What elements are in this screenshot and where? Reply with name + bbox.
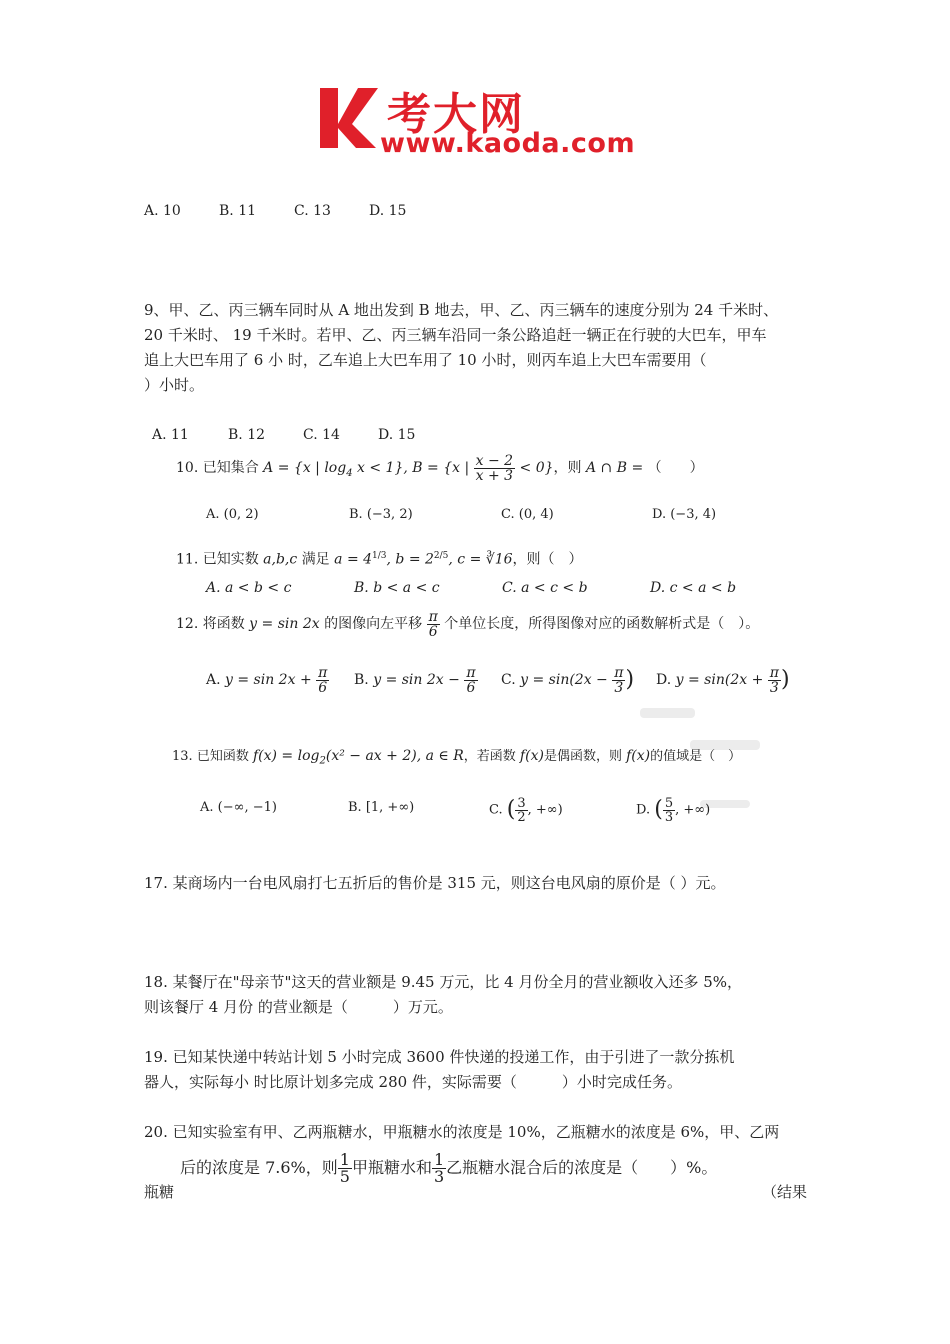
q20-mid-b: 甲瓶糖水和 <box>351 1158 432 1177</box>
q12-option-c-den: 3 <box>614 679 624 696</box>
scan-smudge <box>640 708 695 718</box>
q17-question: 17. 某商场内一台电风扇打七五折后的售价是 315 元，则这台电风扇的原价是（ ）元。 <box>144 874 726 892</box>
q9-line: ）小时。 <box>144 376 205 394</box>
q12-option-c <box>501 660 634 700</box>
q12-question <box>176 604 759 644</box>
q12-option-d <box>656 660 790 700</box>
q12-option-c-close: ) <box>625 667 635 692</box>
q10-frac-denominator: x + 3 <box>475 467 514 484</box>
q12-function: y = sin 2x <box>249 616 320 632</box>
q12-option-a-frac <box>316 666 329 695</box>
q12-option-a-expr: y = sin 2x + <box>225 672 312 688</box>
q11-c-eq: , c = ∛16 <box>448 551 513 568</box>
q18-line: 18. 某餐厅在"母亲节"这天的营业额是 9.45 万元，比 4 月份全月的营业额收入还多 5%， <box>144 973 743 991</box>
q10-option-d: D. (−3, 4) <box>652 507 717 522</box>
q10-option-b: B. (−3, 2) <box>349 507 413 522</box>
q13-option-c-open: ( <box>506 797 516 822</box>
q9-line: 追上大巴车用了 6 小 时，乙车追上大巴车用了 10 小时，则丙车追上大巴车需要用（ <box>144 351 707 369</box>
q13-stem: 已知函数 <box>196 749 249 764</box>
q20-f1-den: 5 <box>339 1167 350 1186</box>
q20-f2-num: 1 <box>433 1150 445 1169</box>
logo-brand-cn: 考大网 <box>387 89 525 140</box>
q10-stem: 已知集合 <box>202 460 259 476</box>
q13-option-c-den: 2 <box>517 809 526 825</box>
q9-option-b: B. 12 <box>228 427 266 443</box>
q12-number: 12. <box>176 616 199 632</box>
q13-fx: f(x) <box>519 748 544 764</box>
q11-b-exponent: 2/5 <box>433 551 449 561</box>
q12-option-d-expr: y = sin(2x + <box>675 672 764 688</box>
q11-option-a: A. a < b < c <box>206 580 292 596</box>
q20-left-word: 瓶糖 <box>144 1183 175 1201</box>
logo-url: www.kaoda.com <box>380 128 636 159</box>
q12-option-b-expr: y = sin 2x − <box>373 672 460 688</box>
q11-number: 11. <box>176 551 199 568</box>
q13-stem2: ，若函数 <box>463 749 516 764</box>
q20-fraction-2 <box>432 1152 446 1185</box>
q13-log-base: 2 <box>319 755 326 767</box>
q10-blank: （ ） <box>647 460 704 476</box>
q12-option-d-num: π <box>769 664 779 681</box>
q10-expression: A ∩ B = <box>585 460 644 476</box>
q20-fraction-1 <box>338 1152 352 1185</box>
q11-vars: a,b,c <box>263 551 298 568</box>
q20-right-word: （结果 <box>762 1183 808 1201</box>
q18-question <box>144 970 742 1020</box>
q12-stem3: 个单位长度，所得图像对应的函数解析式是（ ）。 <box>444 616 760 632</box>
q8-option-b: B. 11 <box>219 203 257 219</box>
q12-shift-fraction <box>427 610 440 639</box>
q9-line: 20 千米时、 19 千米时。若甲、乙、丙三辆车沿同一条公路追赶一辆正在行驶的大巴车，甲车 <box>144 326 767 344</box>
q11-stem2: 满足 <box>301 551 330 568</box>
q12-option-d-frac <box>768 666 781 695</box>
q19-line: 19. 已知某快递中转站计划 5 小时完成 3600 件快递的投递工作，由于引进了一款分拣机 <box>144 1048 735 1066</box>
q13-option-c-label: C. <box>489 802 503 818</box>
q12-stem2: 的图像向左平移 <box>324 616 423 632</box>
q20-line2 <box>180 1147 717 1189</box>
q12-stem: 将函数 <box>202 616 245 632</box>
q12-option-b <box>354 660 478 700</box>
q8-option-c: C. 13 <box>294 203 331 219</box>
q9-option-d: D. 15 <box>378 427 416 443</box>
q10-log-base: 4 <box>346 467 353 479</box>
q13-option-c-num: 3 <box>517 795 526 811</box>
q12-option-a-label: A. <box>206 672 221 688</box>
q12-option-c-label: C. <box>501 672 516 688</box>
q10-option-a: A. (0, 2) <box>206 507 259 522</box>
q10-fraction <box>474 454 515 483</box>
q10-question <box>176 448 704 488</box>
q19-question <box>144 1045 734 1095</box>
kaoda-logo-k-icon <box>318 84 382 150</box>
q12-frac-numerator: π <box>428 608 438 625</box>
q20-line1: 20. 已知实验室有甲、乙两瓶糖水，甲瓶糖水的浓度是 10%，乙瓶糖水的浓度是 6%，甲、乙两 <box>144 1123 780 1141</box>
q11-option-c: C. a < c < b <box>502 580 588 596</box>
q13-option-c <box>489 790 563 830</box>
q13-option-c-tail: , +∞) <box>527 802 563 818</box>
q10-set-a: A = {x | log <box>263 460 347 476</box>
q12-frac-denominator: 6 <box>428 623 438 640</box>
q20-mid-c: 乙瓶糖水混合后的浓度是（ ）%。 <box>446 1158 718 1177</box>
q8-option-d: D. 15 <box>369 203 407 219</box>
q12-option-d-close: ) <box>780 667 790 692</box>
q12-option-b-label: B. <box>354 672 369 688</box>
q11-tail: ，则（ ） <box>512 551 583 568</box>
q12-option-a <box>206 660 329 700</box>
q13-stem4: 的值域是（ ） <box>650 749 742 764</box>
q9-option-a: A. 11 <box>152 427 189 443</box>
q12-option-d-label: D. <box>656 672 672 688</box>
q20-mid-a: 后的浓度是 7.6%，则 <box>180 1158 338 1177</box>
q9-option-c: C. 14 <box>303 427 340 443</box>
q13-number: 13. <box>172 749 193 764</box>
q13-option-d <box>636 790 710 830</box>
q13-option-d-label: D. <box>636 802 651 818</box>
q11-b-eq: , b = 2 <box>386 551 434 568</box>
q11-a-exponent: 1/3 <box>372 551 387 561</box>
q11-a-eq: a = 4 <box>334 551 373 568</box>
q12-option-b-frac <box>464 666 477 695</box>
q13-option-c-frac <box>515 797 527 824</box>
q13-option-a: A. (−∞, −1) <box>200 800 277 815</box>
q13-function: f(x) = log <box>252 748 320 764</box>
q12-option-c-num: π <box>614 664 624 681</box>
q19-line: 器人，实际每小 时比原计划多完成 280 件，实际需要（ ）小时完成任务。 <box>144 1073 682 1091</box>
q20-f2-den: 3 <box>433 1167 445 1186</box>
q13-option-d-den: 3 <box>664 809 674 825</box>
q12-option-c-frac <box>612 666 625 695</box>
q12-option-a-num: π <box>318 664 328 681</box>
q9-line: 9、甲、乙、丙三辆车同时从 A 地出发到 B 地去，甲、乙、丙三辆车的速度分别为 24 千米时、 <box>144 301 779 319</box>
q10-number: 10. <box>176 460 199 476</box>
q10-set-a-tail: x < 1}, <box>352 460 408 476</box>
q13-option-d-num: 5 <box>664 795 674 811</box>
q13-question <box>172 741 741 771</box>
q13-function-tail: (x² − ax + 2), a ∈ R <box>325 748 464 764</box>
q10-set-b-tail: < 0} <box>519 460 554 476</box>
q20-f1-num: 1 <box>339 1150 350 1169</box>
q9-question <box>144 298 778 398</box>
q13-option-d-tail: , +∞) <box>675 802 711 818</box>
q11-stem: 已知实数 <box>202 551 259 568</box>
q11-option-d: D. c < a < b <box>650 580 737 596</box>
q12-option-d-den: 3 <box>769 679 779 696</box>
q8-option-a: A. 10 <box>144 203 181 219</box>
q13-fx2: f(x) <box>626 748 651 764</box>
q11-question <box>176 541 583 571</box>
q10-option-c: C. (0, 4) <box>501 507 554 522</box>
q18-line: 则该餐厅 4 月份 的营业额是（ ）万元。 <box>144 998 453 1016</box>
q10-frac-numerator: x − 2 <box>475 452 514 469</box>
q13-stem3: 是偶函数，则 <box>543 749 622 764</box>
q10-set-b: B = {x | <box>412 460 470 476</box>
q10-stem-tail: ，则 <box>553 460 582 476</box>
q13-option-b: B. [1, +∞) <box>348 800 415 815</box>
q11-option-b: B. b < a < c <box>354 580 440 596</box>
q12-option-b-den: 6 <box>466 679 476 696</box>
q12-option-b-num: π <box>466 664 476 681</box>
q12-option-a-den: 6 <box>318 679 328 696</box>
q13-option-d-frac <box>663 797 675 824</box>
q13-option-d-open: ( <box>654 797 663 822</box>
q12-option-c-expr: y = sin(2x − <box>520 672 608 688</box>
